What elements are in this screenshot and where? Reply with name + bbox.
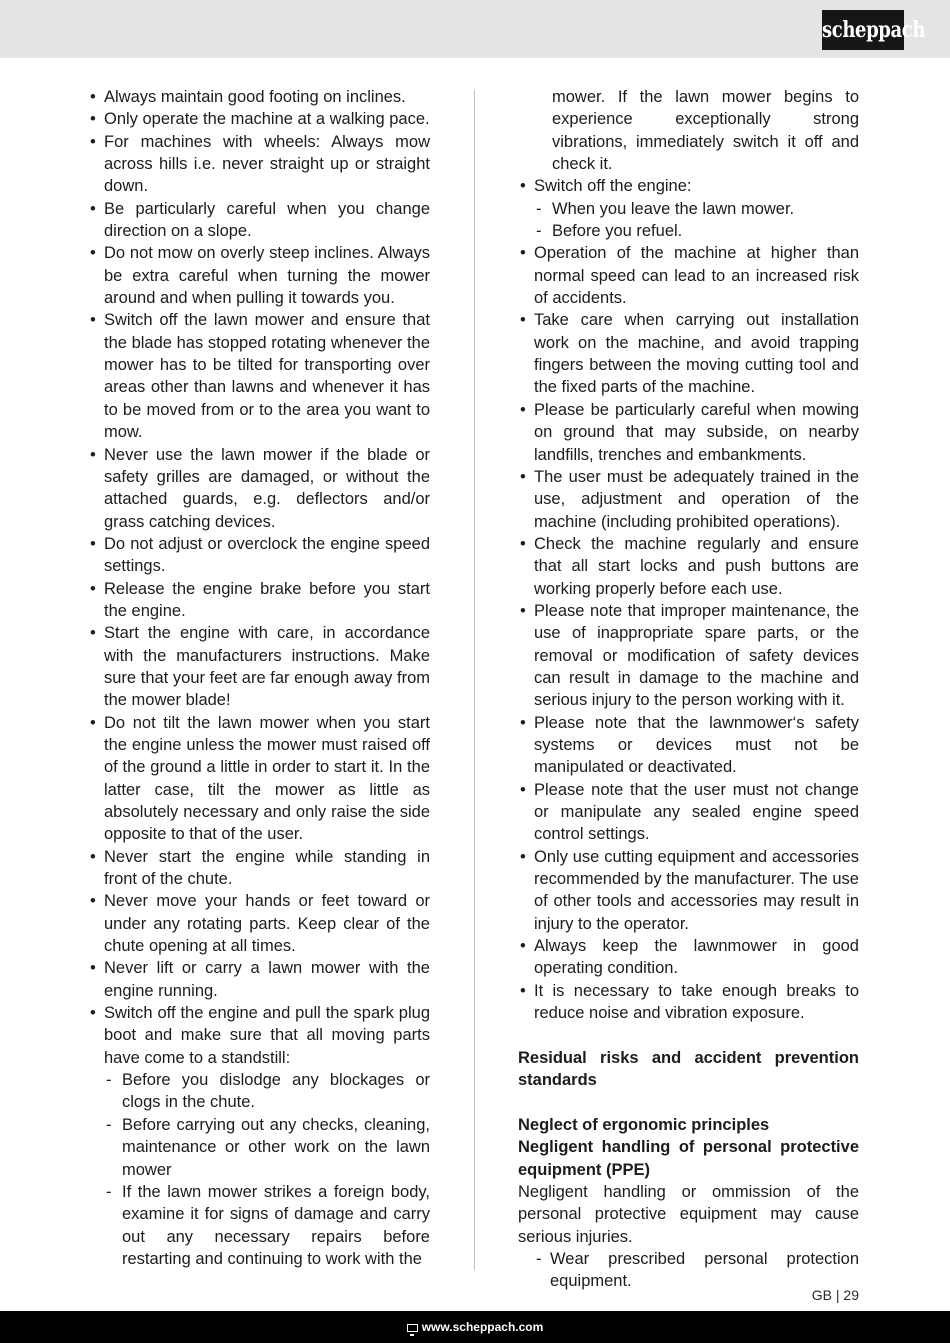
website-link[interactable]: www.scheppach.com — [421, 1320, 544, 1334]
list-item: • Do not adjust or overclock the engine speed settings. — [90, 534, 430, 576]
ppe-dash-item: - Wear prescribed personal protection equipment. — [536, 1249, 859, 1291]
continuation-text: mower. If the lawn mower begins to experience exceptionally strong vibrations, immediately switch it off and check it. — [552, 88, 859, 174]
list-item: • Please note that the user must not change or manipulate any sealed engine speed control settings. — [520, 780, 859, 844]
footer-bar — [0, 1311, 950, 1343]
list-item: • Release the engine brake before you start the engine. — [90, 579, 430, 620]
list-item: • Please note that the lawnmower‘s safety systems or devices must not be manipulated or deactivated. — [520, 713, 859, 777]
ergonomic-heading: Neglect of ergonomic principles — [518, 1115, 770, 1134]
column-divider — [474, 90, 475, 1270]
ppe-heading: Negligent handling of personal protective equipment (PPE) — [518, 1138, 859, 1179]
list-item: • Never start the engine while standing in front of the chute. — [90, 847, 430, 889]
list-item: • The user must be adequately trained in the use, adjustment and operation of the machine (including prohibited operations). — [520, 467, 859, 531]
list-item: • Always maintain good footing on inclines. — [90, 88, 406, 106]
right-column — [518, 86, 859, 1293]
list-item: • Please be particularly careful when mowing on ground that may subside, on nearby landfills, trenches and embankments. — [520, 400, 859, 464]
list-item: • Check the machine regularly and ensure that all start locks and push buttons are working properly before each use. — [520, 534, 859, 598]
residual-risks-heading: Residual risks and accident prevention standards — [518, 1048, 859, 1090]
sub-list-item: - Before you dislodge any blockages or clogs in the chute. — [106, 1071, 430, 1112]
list-item: • Switch off the engine: - When you leave the lawn mower. - Before you refuel. — [518, 175, 859, 242]
list-item: • Please note that improper maintenance, the use of inappropriate spare parts, or the removal or modification of safety devices can result in damage to the machine and serious injury to the person working with it. — [520, 601, 859, 710]
sub-list-item: - Before carrying out any checks, cleaning, maintenance or other work on the lawn mower — [106, 1115, 430, 1179]
list-item: • Be particularly careful when you change direction on a slope. — [90, 199, 430, 241]
list-item: • Do not tilt the lawn mower when you start the engine unless the mower must raised off of the ground a little in order to start it. In the latter case, tilt the mower as little as absolutely necessary and only raise the side opposite to that of the user. — [90, 713, 430, 844]
right-bullet-list — [518, 175, 859, 1024]
sub-list-item: - When you leave the lawn mower. — [536, 199, 795, 218]
header-band — [0, 0, 950, 58]
list-item: • Operation of the machine at higher than normal speed can lead to an increased risk of accidents. — [520, 244, 859, 308]
list-item: • Always keep the lawnmower in good operating condition. — [520, 937, 859, 978]
list-item: • Switch off the engine and pull the spark plug boot and make sure that all moving parts have come to a standstill: - Before you dislodge any blockages or clogs in the chute. - Before carrying out any checks, cleaning, maintenance or other work on the lawn mower - If the lawn mower strikes a foreign body, examine it for signs of damage and carry out any necessary repairs before restarting and continuing to work with the — [88, 1002, 430, 1270]
list-item: • Never use the lawn mower if the blade or safety grilles are damaged, or without the attached guards, e.g. deflectors and/or grass catching devices. — [90, 445, 430, 531]
ppe-text: Negligent handling or ommission of the personal protective equipment may cause serious injuries. — [518, 1182, 859, 1246]
page-number: GB | 29 — [811, 1287, 859, 1303]
left-bullet-list — [88, 86, 430, 1270]
list-item: • Do not mow on overly steep inclines. Always be extra careful when turning the mower around and when pulling it towards you. — [90, 244, 430, 308]
list-item: • Never move your hands or feet toward or under any rotating parts. Keep clear of the chute opening at all times. — [90, 892, 430, 956]
list-item: • Only operate the machine at a walking pace. — [90, 110, 430, 129]
monitor-icon — [407, 1324, 418, 1332]
list-item: • Switch off the lawn mower and ensure that the blade has stopped rotating whenever the mower has to be tilted for transporting over areas other than lawns and whenever it has to be moved from or to the area you want to mow. — [90, 311, 430, 442]
list-item: • For machines with wheels: Always mow across hills i.e. never straight up or straight down. — [90, 132, 430, 196]
sub-list-item: - If the lawn mower strikes a foreign body, examine it for signs of damage and carry out any necessary repairs before restarting and continuing to work with the — [106, 1182, 430, 1268]
scheppach-logo: scheppach — [822, 10, 904, 50]
list-item: • Never lift or carry a lawn mower with the engine running. — [90, 959, 430, 1000]
list-item: • Start the engine with care, in accordance with the manufacturers instructions. Make sure that your feet are far enough away from the mower blade! — [90, 624, 430, 710]
list-item: • Take care when carrying out installation work on the machine, and avoid trapping fingers between the moving cutting tool and the fixed parts of the machine. — [520, 311, 859, 397]
list-item: • Only use cutting equipment and accessories recommended by the manufacturer. The use of other tools and accessories may result in injury to the operator. — [520, 847, 859, 933]
left-column — [88, 86, 430, 1270]
sub-list-item: - Before you refuel. — [536, 222, 683, 241]
list-item: • It is necessary to take enough breaks to reduce noise and vibration exposure. — [520, 981, 859, 1023]
